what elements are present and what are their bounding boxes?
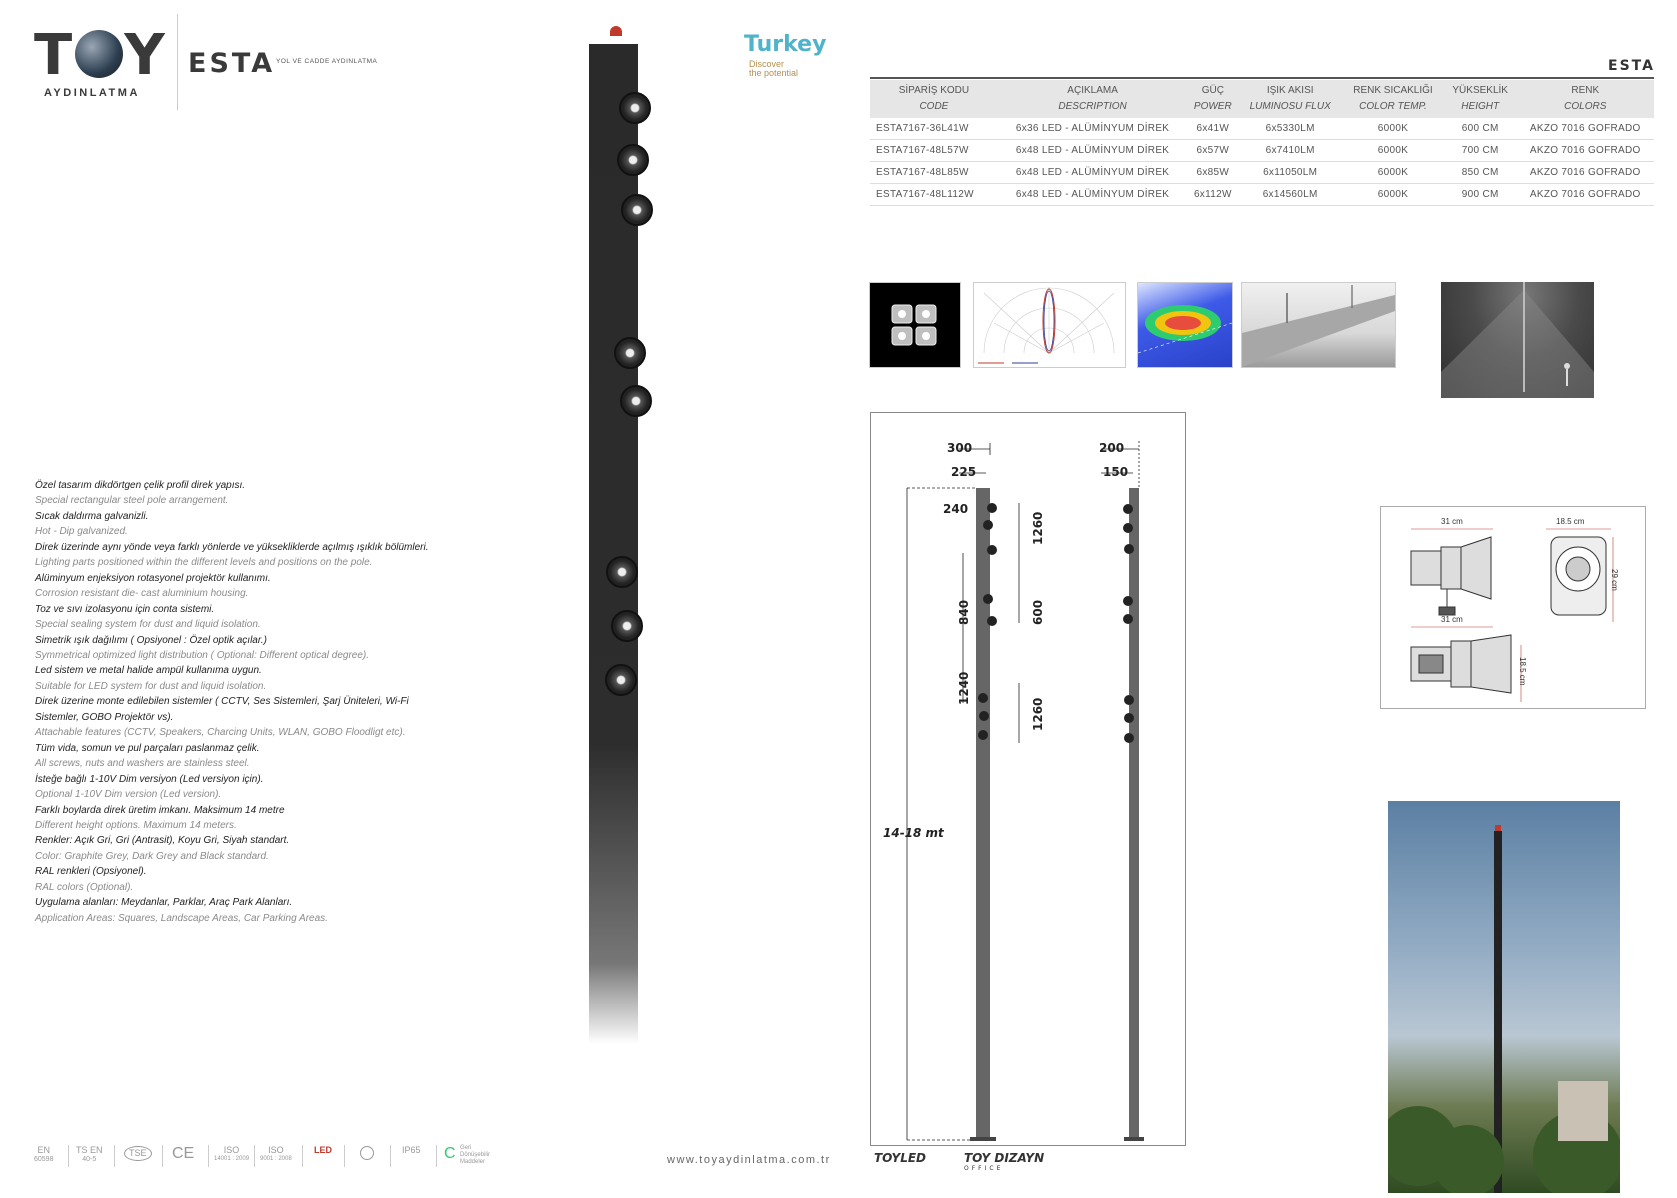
- globe-icon: [75, 30, 123, 78]
- feature-tr: Farklı boylarda direk üretim imkanı. Maksimum 14 metre: [35, 804, 285, 816]
- feature-en: Special rectangular steel pole arrangement.: [35, 495, 229, 507]
- feature-list: [35, 478, 435, 926]
- divider: [344, 1145, 345, 1167]
- tagline: YOL VE CADDE AYDINLATMA: [276, 58, 378, 65]
- toyled-logo: TOYLED: [874, 1151, 927, 1165]
- ce-icon: CE: [172, 1145, 195, 1162]
- spotlight-icon: [619, 92, 651, 124]
- spec-table: [870, 80, 1654, 206]
- ground-icon: [360, 1146, 374, 1160]
- divider: [162, 1145, 163, 1167]
- feature-en: Suitable for LED system for dust and liquid isolation.: [35, 680, 267, 692]
- turkey-logo: Turkey: [744, 32, 827, 57]
- turkey-slogan-line1: Discover: [749, 59, 785, 69]
- polar-diagram: [973, 282, 1126, 368]
- feature-en: Optional 1-10V Dim version (Led version).: [35, 789, 222, 801]
- cert-tsen: TS EN 40-5: [76, 1145, 103, 1163]
- table-row: ESTA7167-48L85W 6x48 LED - ALÜMİNYUM DİREK 6x85W 6x11050LM 6000K 850 CM AKZO 7016 GOFRADO: [870, 162, 1654, 184]
- table-header-row: [870, 80, 1654, 118]
- height-label: 14-18 mt: [883, 826, 944, 840]
- feature-en: Special sealing system for dust and liquid isolation.: [35, 619, 261, 631]
- dim-label: 1260: [1031, 697, 1045, 731]
- dim-label: 225: [951, 465, 977, 479]
- feature-en: Different height options. Maximum 14 meters.: [35, 819, 237, 831]
- feature-tr: Direk üzerinde aynı yönde veya farklı yönlerde ve yüksekliklerde açılmış ışıklık bölümleri.: [35, 541, 429, 553]
- dim-width: 31 cm: [1441, 517, 1463, 526]
- header-description: AÇIKLAMA DESCRIPTION: [998, 80, 1188, 118]
- spotlight-icon: [620, 385, 652, 417]
- divider: [436, 1145, 437, 1167]
- dim-label: 150: [1103, 465, 1129, 479]
- installation-photo: [1388, 801, 1620, 1193]
- tse-icon: TSE: [124, 1146, 152, 1161]
- toy-logo: T Y: [34, 23, 167, 88]
- dim-label: 840: [957, 599, 971, 625]
- header-power: GÜÇ POWER: [1187, 80, 1238, 118]
- dim-label: 1240: [957, 671, 971, 705]
- dim-label: 300: [947, 441, 973, 455]
- divider: [254, 1145, 255, 1167]
- divider: [208, 1145, 209, 1167]
- isolux-diagram: [1137, 282, 1233, 368]
- feature-tr: Toz ve sıvı izolasyonu için conta sistemi.: [35, 603, 215, 615]
- feature-en: Application Areas: Squares, Landscape Areas, Car Parking Areas.: [35, 912, 328, 924]
- feature-tr: Direk üzerine monte edilebilen sistemler ( CCTV, Ses Sistemleri, Şarj Üniteleri, Wi-Fi Sistemler, GOBO Projektör vs).: [35, 696, 409, 723]
- table-row: ESTA7167-36L41W 6x36 LED - ALÜMİNYUM DİREK 6x41W 6x5330LM 6000K 600 CM AKZO 7016 GOFRADO: [870, 118, 1654, 140]
- night-render: [1441, 282, 1594, 398]
- dim-label: 1260: [1031, 511, 1045, 545]
- led-lens-image: [869, 282, 961, 368]
- feature-tr: Renkler: Açık Gri, Gri (Antrasit), Koyu Gri, Siyah standart.: [35, 835, 290, 847]
- feature-en: RAL colors (Optional).: [35, 881, 134, 893]
- header-height: YÜKSEKLİK HEIGHT: [1444, 80, 1517, 118]
- feature-tr: Led sistem ve metal halide ampül kullanıma uygun.: [35, 665, 262, 677]
- header-code: SİPARİŞ KODU CODE: [870, 80, 998, 118]
- divider: [114, 1145, 115, 1167]
- feature-tr: Tüm vida, somun ve pul parçaları paslanmaz çelik.: [35, 742, 260, 754]
- cert-iso14001: ISO 14001 : 2009: [214, 1145, 250, 1162]
- spotlight-drawing: [1380, 506, 1646, 709]
- turkey-slogan: [749, 60, 798, 78]
- feature-tr: İsteğe bağlı 1-10V Dim versiyon (Led versiyon için).: [35, 773, 264, 785]
- spotlight-icon: [621, 194, 653, 226]
- recycle-icon: C: [444, 1145, 456, 1162]
- feature-tr: Özel tasarım dikdörtgen çelik profil direk yapısı.: [35, 480, 246, 491]
- logo-subtitle: AYDINLATMA: [44, 87, 140, 99]
- cert-iso9001: ISO 9001 : 2008: [260, 1145, 292, 1162]
- spotlight-icon: [605, 664, 637, 696]
- pole-beacon: [610, 26, 622, 36]
- road-render: [1241, 282, 1396, 368]
- dim-width: 31 cm: [1441, 615, 1463, 624]
- divider: [68, 1145, 69, 1167]
- header-colors: RENK COLORS: [1517, 80, 1654, 118]
- feature-en: Corrosion resistant die- cast aluminium housing.: [35, 588, 249, 600]
- table-brand: ESTA: [1608, 58, 1655, 74]
- feature-en: Attachable features (CCTV, Speakers, Charcing Units, WLAN, GOBO Floodligt etc).: [35, 727, 406, 739]
- led-icon: LED: [314, 1145, 332, 1155]
- spotlight-icon: [606, 556, 638, 588]
- dim-label: 240: [943, 502, 969, 516]
- turkey-slogan-line2: the potential: [749, 68, 799, 78]
- feature-en: Lighting parts positioned within the different levels and positions on the pole.: [35, 557, 373, 569]
- toy-dizayn-logo: TOY DIZAYN OFFICE: [964, 1151, 1045, 1172]
- feature-tr: Uygulama alanları: Meydanlar, Parklar, Araç Park Alanları.: [35, 897, 293, 909]
- feature-en: Symmetrical optimized light distribution ( Optional: Different optical degree).: [35, 649, 370, 661]
- spotlight-icon: [617, 144, 649, 176]
- header-color-temp: RENK SICAKLIĞI COLOR TEMP.: [1342, 80, 1444, 118]
- feature-en: All screws, nuts and washers are stainless steel.: [35, 758, 250, 770]
- dim-height: 18.5 cm: [1518, 657, 1527, 686]
- logo-divider: [177, 14, 178, 110]
- dim-label: 200: [1099, 441, 1125, 455]
- feature-tr: Alüminyum enjeksiyon rotasyonel projektör kullanımı.: [35, 572, 271, 584]
- recycle-label: Geri Dönüşebilir Maddeler: [460, 1145, 491, 1165]
- table-row: ESTA7167-48L57W 6x48 LED - ALÜMİNYUM DİREK 6x57W 6x7410LM 6000K 700 CM AKZO 7016 GOFRADO: [870, 140, 1654, 162]
- dim-label: 600: [1031, 599, 1045, 625]
- feature-en: Color: Graphite Grey, Dark Grey and Black standard.: [35, 850, 269, 862]
- feature-en: Hot - Dip galvanized.: [35, 526, 128, 538]
- feature-tr: RAL renkleri (Opsiyonel).: [35, 866, 147, 878]
- spotlight-icon: [611, 610, 643, 642]
- header-flux: IŞIK AKISI LUMINOSU FLUX: [1238, 80, 1342, 118]
- website-link[interactable]: www.toyaydinlatma.com.tr: [667, 1154, 831, 1166]
- divider: [302, 1145, 303, 1167]
- technical-drawing: [870, 412, 1186, 1146]
- feature-tr: Sıcak daldırma galvanizli.: [35, 510, 149, 522]
- dim-height: 29 cm: [1610, 569, 1619, 591]
- dim-width: 18.5 cm: [1556, 517, 1585, 526]
- feature-tr: Simetrik ışık dağılımı ( Opsiyonel : Özel optik açılar.): [35, 634, 267, 646]
- ip65-label: IP65: [402, 1145, 421, 1155]
- spotlight-icon: [614, 337, 646, 369]
- esta-logo: ESTA: [188, 48, 276, 79]
- table-top-rule: [870, 77, 1654, 79]
- cert-en60598: EN 60598: [34, 1145, 54, 1163]
- table-row: ESTA7167-48L112W 6x48 LED - ALÜMİNYUM DİREK 6x112W 6x14560LM 6000K 900 CM AKZO 7016 GOFRADO: [870, 184, 1654, 206]
- divider: [390, 1145, 391, 1167]
